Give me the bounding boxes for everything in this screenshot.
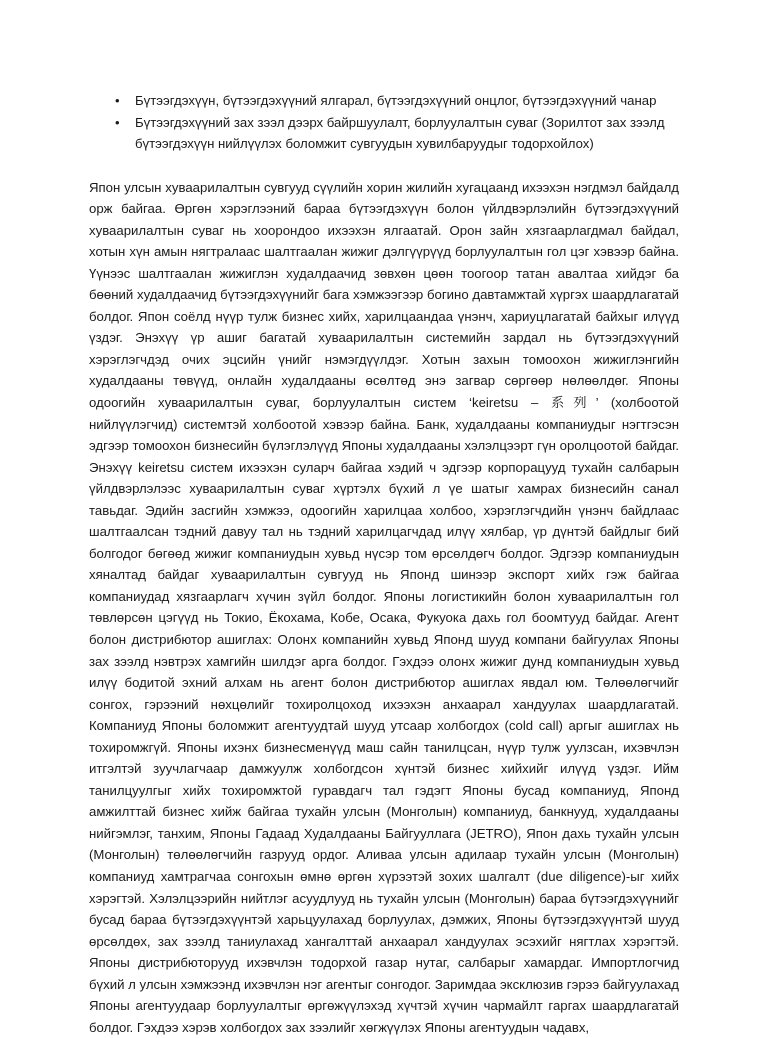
bullet-item: [89, 90, 679, 112]
bullet-list: [89, 90, 679, 155]
bullet-item: [89, 112, 679, 155]
document-page: [89, 90, 679, 1038]
bullet-text: Бүтээгдэхүүний зах зээл дээрх байршуулалт, борлуулалтын суваг (Зорилтот зах зээлд бүтээгдэхүүн нийлүүлэх боломжит сувгуудын хувилбаруудыг тодорхойлох): [135, 115, 665, 152]
bullet-text: Бүтээгдэхүүн, бүтээгдэхүүний ялгарал, бүтээгдэхүүний онцлог, бүтээгдэхүүний чанар: [135, 93, 656, 108]
bullet-dot-icon: •: [115, 112, 120, 134]
bullet-dot-icon: •: [115, 90, 120, 112]
body-paragraph: Япон улсын хуваарилалтын сувгууд сүүлийн хорин жилийн хугацаанд ихээхэн нэгдмэл байдалд орж байгаа. Өргөн хэрэглээний бараа бүтээгдэхүүн болон үйлдвэрлэлийн бүтээгдэхүүний хуваарилалтын суваг нь хоорондоо ихээхэн ялгаатай. Орон зайн хязгаарлагдмал байдал, хотын хүн амын нягтралаас шалтгаалан жижиг дэлгүүрүүд борлуулалтын гол цэг хэвээр байна. Үүнээс шалтгаалан жижиглэн худалдаачид зөвхөн цөөн тоогоор татан авалтаа хийдэг ба бөөний худалдаачид бүтээгдэхүүнийг бага хэмжээгээр богино давтамжтай хүргэх шаардлагатай болдог. Япон соёлд нүүр тулж бизнес хийх, харилцаандаа үнэнч, хариуцлагатай байхыг илүүд үздэг. Энэхүү үр ашиг багатай хуваарилалтын системийн зардал нь бүтээгдэхүүний хэрэглэгчдэд очих эцсийн үнийг нэмэгдүүлдэг. Хотын захын томоохон жижиглэнгийн худалдааны төвүүд, онлайн худалдааны өсөлтөд энэ загвар сөргөөр нөлөөлдөг. Японы одоогийн хуваарилалтын суваг, борлуулалтын систем ‘keiretsu – 系列’ (холбоотой нийлүүлэгчид) системтэй холбоотой хэвээр байна. Банк, худалдааны компаниудыг нэгтгэсэн эдгээр томоохон бизнесийн бүлэглэлүүд Японы худалдааны хэлэлцээрт гүн оролцоотой байдаг. Энэхүү keiretsu систем ихээхэн суларч байгаа хэдий ч эдгээр корпорацууд тухайн салбарын үйлдвэрлэлээс хуваарилалтын суваг хүртэлх бүхий л үе шатыг хамрах бизнесийн санал тавьдаг. Эдийн засгийн хэмжээ, одоогийн харилцаа холбоо, хэрэглэгчдийн үнэнч байдлаас шалтгаалсан тэдний давуу тал нь тэдний харилцагчдад илүү хялбар, үр дүнтэй байдлыг бий болгодог бөгөөд жижиг компаниудын хувьд нүсэр том өрсөлдөгч болдог. Эдгээр компаниудын хяналтад байдаг хуваарилалтын сувгууд нь Японд шинээр экспорт хийх гэж байгаа компаниудад хязгаарлагч хүчин зүйл болдог. Японы логистикийн болон хуваарилалтын гол төвлөрсөн цэгүүд нь Токио, Ёкохама, Кобе, Осака, Фукуока дахь гол боомтууд байдаг. Агент болон дистрибютор ашиглах: Олонх компанийн хувьд Японд шууд компани байгуулах Японы зах зээлд нэвтрэх хамгийн шилдэг арга болдог. Гэхдээ олонх жижиг дунд компаниудын хувьд илүү бодитой эхний алхам нь агент болон дистрибютор ашиглах явдал юм. Төлөөлөгчийг сонгох, гэрээний нөхцөлийг тохиролцоход ихээхэн анхаарал хандуулах шаардлагатай. Компаниуд Японы боломжит агентуудтай шууд утсаар холбогдох (cold call) аргыг ашиглах нь тохиромжгүй. Японы ихэнх бизнесменүүд маш сайн танилцсан, нүүр тулж уулзсан, ихэвчлэн итгэлтэй зуучлагчаар дамжуулж холбогдсон хүнтэй бизнес хийхийг илүүд үздэг. Ийм танилцуулгыг хийх тохиромжтой гуравдагч тал гэдэгт Японы бусад компаниуд, Японд амжилттай бизнес хийж байгаа тухайн улсын (Монголын) компаниуд, банкнууд, худалдааны нийгэмлэг, танхим, Японы Гадаад Худалдааны Байгууллага (JETRO), Япон дахь тухайн улсын (Монголын) төлөөлөгчийн газрууд ордог. Аливаа улсын адилаар тухайн улсын (Монголын) компаниуд хамтрагчаа сонгохын өмнө өргөн хүрээтэй зохих шалгалт (due diligence)-ыг хийх хэрэгтэй. Хэлэлцээрийн нийтлэг асуудлууд нь тухайн улсын (Монголын) бараа бүтээгдэхүүнийг бусад бараа бүтээгдэхүүнтэй харьцуулахад борлуулах, дэмжих, Японы бүтээгдэхүүнтэй шууд өрсөлдөх, зах зээлд таниулахад хангалттай анхаарал хандуулах эсэхийг нягтлах хэрэгтэй. Японы дистрибюторууд ихэвчлэн тодорхой газар нутаг, салбарыг хамардаг. Импортлогчид бүхий л улсын хэмжээнд ихэвчлэн нэг агентыг сонгодог. Заримдаа эксклюзив гэрээ байгуулахад Японы агентуудаар борлуулалтыг өргөжүүлэхэд хүчтэй хүчин чармайлт гаргах шаардлагатай болдог. Гэхдээ хэрэв холбогдох зах зээлийг хөгжүүлэх Японы агентуудын чадавх,: [89, 177, 679, 1038]
